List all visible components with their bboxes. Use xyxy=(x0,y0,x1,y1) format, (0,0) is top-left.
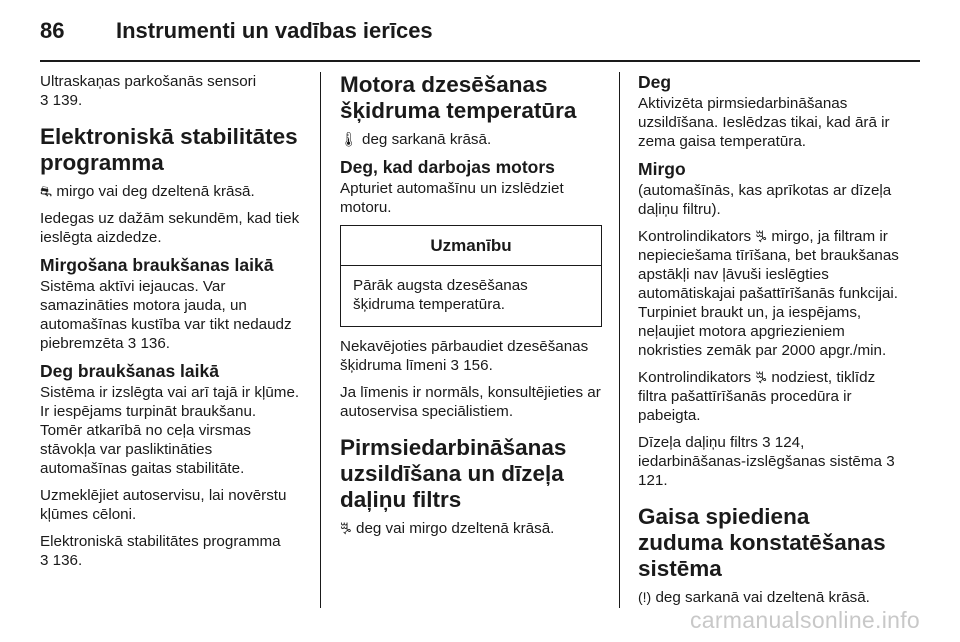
column-divider-2 xyxy=(619,72,620,608)
tpms-status-line xyxy=(638,588,900,607)
normal-paragraph: Ja līmenis ir normāls, konsultējieties ar autoservisa speciālistiem. xyxy=(340,384,601,420)
lit-paragraph: Sistēma ir izslēgta vai arī tajā ir kļūme. Ir iespējams turpināt braukšanu. Tomēr atkarībā no ceļa virsmas stāvokļa var pasliktināties automašīnas gaitas stabilitāte. xyxy=(40,384,300,477)
mirgo-paragraph: (automašīnās, kas aprīkotas ar dīzeļa daļiņu filtru). xyxy=(638,182,892,218)
filter-paragraph xyxy=(638,227,900,360)
off-text-b: nodziest, tiklīdz filtra pašattīrīšanās procedūra ir pabeigta. xyxy=(638,369,876,424)
heading-tpms: Gaisa spiediena zuduma konstatēšanas sistēma xyxy=(638,504,886,581)
preheat-status-line xyxy=(340,519,602,538)
esp-reference xyxy=(40,532,302,570)
watermark: carmanualsonline.info xyxy=(689,607,920,633)
column-divider-1 xyxy=(320,72,321,608)
coolant-status-line xyxy=(340,130,602,149)
intro-page-ref: 3 139. xyxy=(40,92,83,109)
heading-lit: Deg braukšanas laikā xyxy=(40,361,219,381)
page-number: 86 xyxy=(40,18,65,43)
tire-pressure-icon: (!) xyxy=(638,589,652,605)
column-1 xyxy=(40,72,302,578)
refs-paragraph: Dīzeļa daļiņu filtrs 3 124, iedarbināšanas-izslēgšanas sistēma 3 121. xyxy=(638,434,895,489)
glow-plug-icon: ꔨ xyxy=(340,520,352,536)
header-rule xyxy=(40,60,920,62)
intro-line: Ultraskaņas parkošanās sensori xyxy=(40,73,257,90)
check-paragraph: Nekavējoties pārbaudiet dzesēšanas šķidruma līmeni 3 156. xyxy=(340,338,589,374)
heading-engine-running: Deg, kad darbojas motors xyxy=(340,157,555,177)
column-3 xyxy=(638,72,900,615)
tpms-status-text: deg sarkanā vai dzeltenā krāsā. xyxy=(655,589,870,606)
preheat-status-text: deg vai mirgo dzeltenā krāsā. xyxy=(356,520,555,537)
heading-deg: Deg xyxy=(638,72,672,92)
esp-icon: ⛐ xyxy=(40,183,53,199)
page-title: Instrumenti un vadības ierīces xyxy=(116,18,433,43)
page-header xyxy=(40,18,433,44)
column-2 xyxy=(340,72,602,546)
running-paragraph: Apturiet automašīnu un izslēdziet motoru. xyxy=(340,180,564,216)
esp-ref-page: 3 136. xyxy=(40,552,83,569)
warning-box xyxy=(340,225,602,327)
esp-ref-text: Elektroniskā stabilitātes programma xyxy=(40,533,281,550)
warning-title: Uzmanību xyxy=(341,226,601,266)
heading-blinking: Mirgošana braukšanas laikā xyxy=(40,255,274,275)
off-paragraph xyxy=(638,368,900,425)
filter-text-a: Kontrolindikators xyxy=(638,228,752,245)
heading-preheat: Pirmsiedarbināšanas uzsildīšana un dīzeļa daļiņu filtrs xyxy=(340,435,567,512)
heading-mirgo: Mirgo xyxy=(638,159,686,179)
filter-text-b: mirgo, ja filtram ir nepieciešama tīrīšana, bet braukšanas apstākļi nav ļāvuši ieslēgties automātiskajai pašattīrīšanās funkcijai. Turpiniet braukt un, ja iespējams, neļaujiet motora apgriezieniem nokristies zemāk par 2000 apgr./min. xyxy=(638,228,899,359)
glow-plug-icon: ꔨ xyxy=(755,228,768,244)
blinking-paragraph: Sistēma aktīvi iejaucas. Var samazināties motora jauda, un automašīnas kustība var tikt nedaudz piebremzēta 3 136. xyxy=(40,278,292,352)
coolant-temp-icon: 🌡 xyxy=(340,131,358,147)
esp-paragraph: Iedegas uz dažām sekundēm, kad tiek ieslēgta aizdedze. xyxy=(40,210,300,246)
glow-plug-icon: ꔨ xyxy=(755,369,768,385)
warning-body: Pārāk augsta dzesēšanas šķidruma temperatūra. xyxy=(353,277,528,313)
esp-status-line xyxy=(40,182,302,201)
deg-paragraph: Aktivizēta pirmsiedarbināšanas uzsildīšana. Ieslēdzas tikai, kad ārā ir zema gaisa temperatūra. xyxy=(638,95,890,150)
intro-text xyxy=(40,72,302,110)
esp-status-text: mirgo vai deg dzeltenā krāsā. xyxy=(56,183,255,200)
coolant-status-text: deg sarkanā krāsā. xyxy=(362,131,492,148)
service-paragraph: Uzmeklējiet autoservisu, lai novērstu kļūmes cēloni. xyxy=(40,487,287,523)
heading-coolant: Motora dzesēšanas šķidruma temperatūra xyxy=(340,72,577,123)
off-text-a: Kontrolindikators xyxy=(638,369,752,386)
heading-esp: Elektroniskā stabilitātes programma xyxy=(40,124,298,175)
